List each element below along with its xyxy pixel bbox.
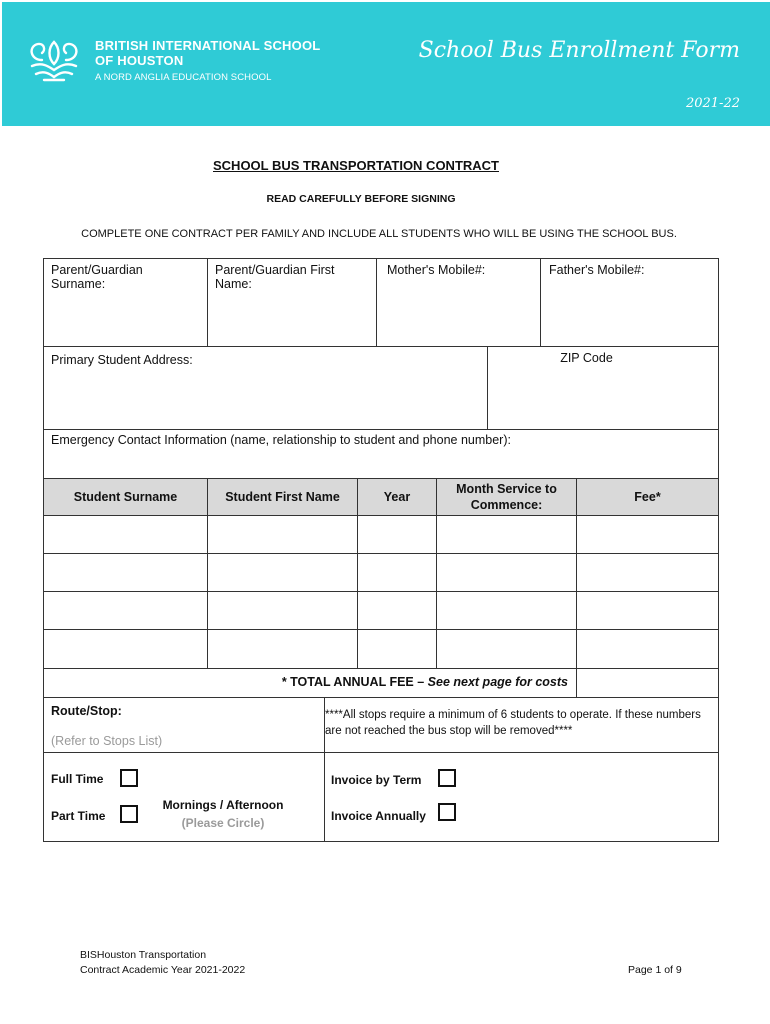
route-label: Route/Stop: xyxy=(51,704,122,718)
student-first-name-cell[interactable] xyxy=(208,630,358,669)
invoice-section xyxy=(325,753,718,841)
school-subtitle: A NORD ANGLIA EDUCATION SCHOOL xyxy=(95,72,272,83)
student-surname-cell[interactable] xyxy=(44,516,208,554)
table-row xyxy=(44,554,718,592)
please-circle-hint: (Please Circle) xyxy=(181,816,265,830)
emergency-label: Emergency Contact Information (name, relationship to student and phone number): xyxy=(51,433,511,447)
header-banner xyxy=(2,2,770,126)
guardian-first-name-label: Parent/Guardian First Name: xyxy=(215,263,335,291)
year-cell[interactable] xyxy=(358,554,437,592)
address-label: Primary Student Address: xyxy=(51,353,193,367)
address-field[interactable] xyxy=(44,347,488,430)
col-student-first-name: Student First Name xyxy=(208,479,358,516)
total-fee-field[interactable] xyxy=(577,669,718,698)
month-service-cell[interactable] xyxy=(437,592,577,630)
full-time-label: Full Time xyxy=(51,772,104,786)
stops-note: ****All stops require a minimum of 6 students to operate. If these numbers are not reached the bus stop will be removed**** xyxy=(325,698,718,753)
father-mobile-field[interactable] xyxy=(541,259,718,347)
month-service-cell[interactable] xyxy=(437,630,577,669)
year-cell[interactable] xyxy=(358,592,437,630)
fee-cell[interactable] xyxy=(577,592,718,630)
form-title: School Bus Enrollment Form xyxy=(418,38,740,63)
father-mobile-label: Father's Mobile#: xyxy=(549,263,645,277)
fee-cell[interactable] xyxy=(577,554,718,592)
invoice-term-checkbox[interactable] xyxy=(438,769,456,787)
col-year: Year xyxy=(358,479,437,516)
emergency-contact-field[interactable] xyxy=(44,430,718,479)
zip-field[interactable] xyxy=(488,347,718,430)
page-number: Page 1 of 9 xyxy=(628,964,682,976)
month-service-cell[interactable] xyxy=(437,554,577,592)
guardian-first-name-field[interactable] xyxy=(208,259,377,347)
col-fee: Fee* xyxy=(577,479,718,516)
route-hint: (Refer to Stops List) xyxy=(51,734,163,748)
year-cell[interactable] xyxy=(358,516,437,554)
student-surname-cell[interactable] xyxy=(44,592,208,630)
total-fee-note: See next page for costs xyxy=(427,675,568,689)
mother-mobile-field[interactable] xyxy=(377,259,541,347)
total-fee-label: * TOTAL ANNUAL FEE – xyxy=(281,675,428,689)
full-time-checkbox[interactable] xyxy=(120,769,138,787)
invoice-term-label: Invoice by Term xyxy=(331,773,422,787)
col-month-service: Month Service to Commence: xyxy=(437,479,577,516)
school-name-line2: OF HOUSTON xyxy=(95,53,184,68)
guardian-surname-label: Parent/Guardian Surname: xyxy=(51,263,143,291)
invoice-annual-label: Invoice Annually xyxy=(331,809,426,823)
mother-mobile-label: Mother's Mobile#: xyxy=(387,263,486,277)
school-name-line1: BRITISH INTERNATIONAL SCHOOL xyxy=(95,38,321,53)
table-row xyxy=(44,630,718,669)
part-time-label: Part Time xyxy=(51,809,106,823)
year-cell[interactable] xyxy=(358,630,437,669)
route-stop-field[interactable] xyxy=(44,698,325,753)
student-surname-cell[interactable] xyxy=(44,554,208,592)
table-row xyxy=(44,592,718,630)
footer-line2: Contract Academic Year 2021-2022 xyxy=(80,964,246,976)
fee-cell[interactable] xyxy=(577,630,718,669)
enrollment-form xyxy=(43,258,719,842)
zip-label: ZIP Code xyxy=(560,351,613,365)
contract-instructions: COMPLETE ONE CONTRACT PER FAMILY AND INCLUDE ALL STUDENTS WHO WILL BE USING THE SCHOOL BUS. xyxy=(81,228,677,240)
col-student-surname: Student Surname xyxy=(44,479,208,516)
contract-title: SCHOOL BUS TRANSPORTATION CONTRACT xyxy=(213,158,499,173)
service-type-section xyxy=(44,753,325,841)
student-surname-cell[interactable] xyxy=(44,630,208,669)
table-row xyxy=(44,516,718,554)
student-first-name-cell[interactable] xyxy=(208,592,358,630)
footer-line1: BISHouston Transportation xyxy=(80,949,207,961)
contract-subtitle: READ CAREFULLY BEFORE SIGNING xyxy=(266,193,456,205)
student-first-name-cell[interactable] xyxy=(208,554,358,592)
school-name xyxy=(95,38,320,68)
month-service-cell[interactable] xyxy=(437,516,577,554)
form-year: 2021-22 xyxy=(685,96,740,111)
guardian-surname-field[interactable] xyxy=(44,259,208,347)
invoice-annual-checkbox[interactable] xyxy=(438,803,456,821)
mornings-afternoon-option[interactable]: Mornings / Afternoon xyxy=(162,798,284,812)
crest-logo-icon xyxy=(22,36,86,84)
footer-info xyxy=(80,948,245,978)
total-fee-row xyxy=(44,669,577,698)
part-time-checkbox[interactable] xyxy=(120,805,138,823)
fee-cell[interactable] xyxy=(577,516,718,554)
student-first-name-cell[interactable] xyxy=(208,516,358,554)
